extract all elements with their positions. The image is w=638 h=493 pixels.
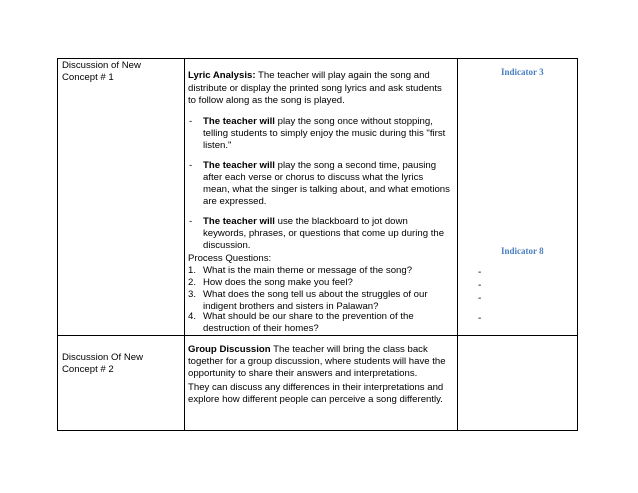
bullet-1-bold: The teacher will [203,116,275,127]
lyric-analysis-line3: to follow along as the song is played. [188,95,345,106]
row1-label-line2: Concept # 1 [62,72,114,83]
question-number: 3. [188,289,197,300]
bullet-2-line1 [203,160,436,172]
lyric-analysis-line1 [188,70,430,82]
question-number: 4. [188,311,197,322]
bullet-dash: - [189,216,193,227]
indicator-8-label: Indicator 8 [501,246,544,256]
question-4-line2: destruction of their homes? [203,323,319,334]
bullet-1-line3: listen." [203,140,232,151]
lyric-analysis-line2: distribute or display the printed song lyrics and ask students [188,83,442,94]
row1-label-line1: Discussion of New [62,60,141,71]
process-questions-heading: Process Questions: [188,253,272,264]
row2-label-line1: Discussion Of New [62,352,144,363]
question-3-line2: indigent brothers and sisters in Palawan? [203,301,379,312]
bullet-2-line4: are expressed. [203,196,267,207]
indicator-dash: - [478,280,482,291]
bullet-3-text: use the blackboard to jot down [274,216,408,227]
question-number: 1. [188,265,197,276]
indicator-dash: - [478,313,482,324]
indicator-dash: - [478,293,482,304]
group-discussion-line4: They can discuss any differences in their interpretations and [188,382,444,393]
group-discussion-heading: Group Discussion [188,344,271,355]
bullet-2-text: play the song a second time, pausing [274,160,437,171]
bullet-1-line2: telling students to simply enjoy the music during this "first [203,128,446,139]
bullet-1-text: play the song once without stopping, [274,116,433,127]
bullet-2-line3: mean, what the singer is talking about, and what emotions [203,184,450,195]
bullet-1-line1 [203,116,433,128]
group-discussion-text: The teacher will bring the class back [270,344,428,355]
row-divider [58,335,577,336]
bullet-3-line2: keywords, phrases, or questions that come up during the [203,228,445,239]
indicator-3-label: Indicator 3 [501,67,544,77]
row2-label-line2: Concept # 2 [62,364,114,375]
bullet-3-line1 [203,216,408,228]
question-number: 2. [188,277,197,288]
question-1: What is the main theme or message of the song? [203,265,413,276]
lyric-intro-text: The teacher will play again the song and [255,70,430,81]
lyric-analysis-heading: Lyric Analysis: [188,70,256,81]
bullet-2-bold: The teacher will [203,160,275,171]
question-3-line1: What does the song tell us about the struggles of our [203,289,428,300]
bullet-3-line3: discussion. [203,240,251,251]
question-2: How does the song make you feel? [203,277,353,288]
group-discussion-line1 [188,344,428,356]
bullet-dash: - [189,160,193,171]
bullet-2-line2: after each verse or chorus to discuss what the lyrics [203,172,424,183]
indicator-dash: - [478,267,482,278]
group-discussion-line2: together for a group discussion, where students will have the [188,356,446,367]
column-divider-1 [184,59,185,430]
group-discussion-line3: opportunity to share their answers and interpretations. [188,368,418,379]
group-discussion-line5: explore how different people can perceive a song differently. [188,394,443,405]
question-4-line1: What should be our share to the prevention of the [203,311,414,322]
bullet-dash: - [189,116,193,127]
column-divider-2 [457,59,458,430]
bullet-3-bold: The teacher will [203,216,275,227]
